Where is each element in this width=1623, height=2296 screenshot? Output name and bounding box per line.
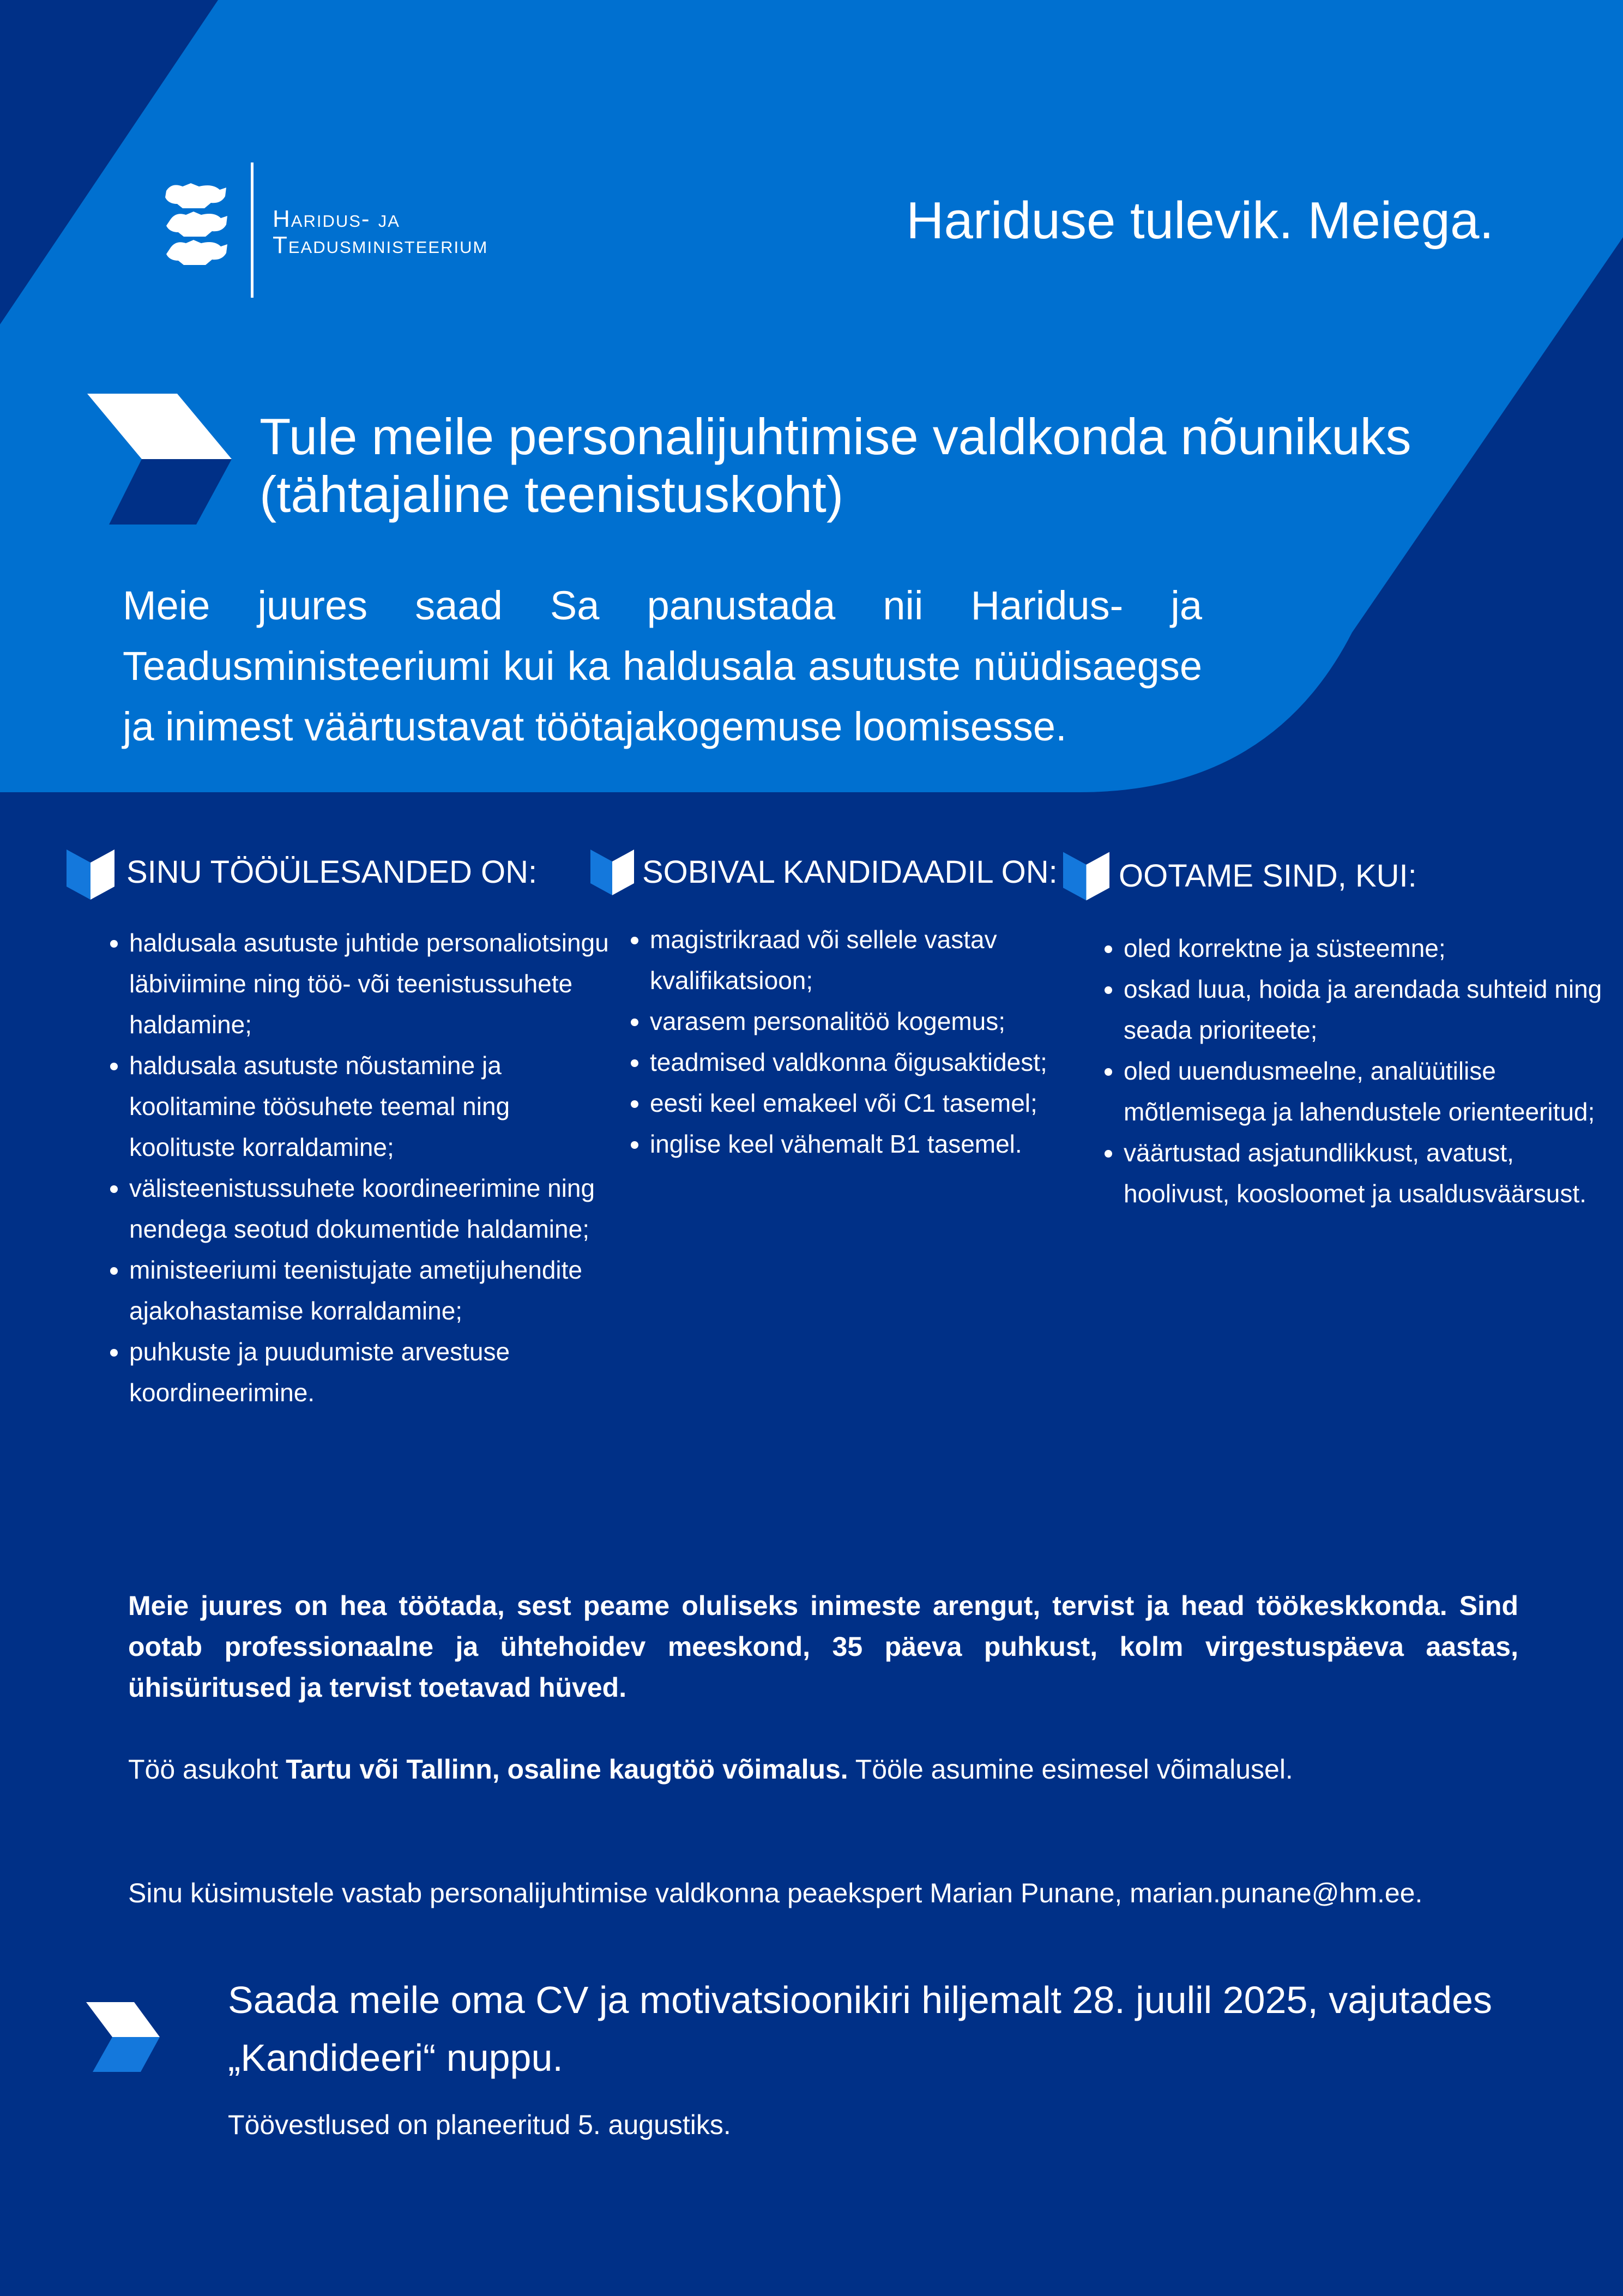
title-line-2: (tähtajaline teenistuskoht) xyxy=(260,466,844,523)
column-1-bookmark-icon xyxy=(67,849,114,900)
list-item: • puhkuste ja puudumiste arvestuse koordineerimine. xyxy=(129,1331,609,1413)
interview-note: Töövestlused on planeeritud 5. augustiks. xyxy=(228,2110,731,2140)
logo-separator xyxy=(251,162,254,298)
coat-of-arms-icon xyxy=(161,180,232,275)
location-paragraph xyxy=(128,1749,1518,1790)
column-2-heading: SOBIVAL KANDIDAADIL ON: xyxy=(642,854,1058,890)
list-item: • haldusala asutuste juhtide personaliotsingu läbiviimine ning töö- või teenistussuhete haldamine; xyxy=(129,923,609,1045)
column-1-list xyxy=(99,923,609,1413)
cta-line-2: „Kandideeri“ nuppu. xyxy=(228,2036,563,2079)
list-item: • teadmised valdkonna õigusaktidest; xyxy=(650,1042,1108,1083)
logo-line-2: Teadusministeerium xyxy=(273,232,488,258)
intro-paragraph: Meie juures saad Sa panustada nii Haridus- ja Teadusministeeriumi kui ka haldusala asutuste nüüdisaegse ja inimest väärtustavat töötajakogemuse loomisesse. xyxy=(123,583,1202,749)
list-item: • eesti keel emakeel või C1 tasemel; xyxy=(650,1083,1108,1124)
list-item: • väärtustad asjatundlikkust, avatust, hoolivust, koosloomet ja usaldusväärsust. xyxy=(1124,1132,1603,1214)
column-2-list xyxy=(620,919,1108,1165)
list-item: • välisteenistussuhete koordineerimine ning nendega seotud dokumentide haldamine; xyxy=(129,1168,609,1250)
benefits-paragraph: Meie juures on hea töötada, sest peame oluliseks inimeste arengut, tervist ja head töökeskkonda. Sind ootab professionaalne ja ühtehoidev meeskond, 35 päeva puhkust, kolm virgestuspäeva aastas, ühisüritused ja tervist toetavad hüved. xyxy=(128,1590,1518,1703)
cta-chevron-icon xyxy=(86,2002,160,2072)
column-3-list xyxy=(1094,928,1603,1214)
list-item: • haldusala asutuste nõustamine ja koolitamine töösuhete teemal ning koolituste korraldamine; xyxy=(129,1045,609,1168)
page-title xyxy=(260,408,1486,523)
list-item: • inglise keel vähemalt B1 tasemel. xyxy=(650,1124,1108,1165)
logo-line-1: Haridus- ja xyxy=(273,206,400,232)
contact-paragraph: Sinu küsimustele vastab personalijuhtimise valdkonna peaekspert Marian Punane, marian.punane@hm.ee. xyxy=(128,1878,1423,1908)
list-item: • oskad luua, hoida ja arendada suhteid ning seada prioriteete; xyxy=(1124,969,1603,1051)
cta-text xyxy=(228,1971,1515,2087)
list-item: • oled uuendusmeelne, analüütilise mõtlemisega ja lahendustele orienteeritud; xyxy=(1124,1051,1603,1132)
list-item: • varasem personalitöö kogemus; xyxy=(650,1001,1108,1042)
title-line-1: Tule meile personalijuhtimise valdkonda nõunikuks xyxy=(260,408,1411,465)
location-bold: Tartu või Tallinn, osaline kaugtöö võimalus. xyxy=(286,1754,848,1785)
column-3-heading: OOTAME SIND, KUI: xyxy=(1119,858,1417,894)
column-1-heading: SINU TÖÖÜLESANDED ON: xyxy=(126,854,538,890)
tagline: Hariduse tulevik. Meiega. xyxy=(906,191,1494,250)
list-item: • oled korrektne ja süsteemne; xyxy=(1124,928,1603,969)
location-prefix: Töö asukoht xyxy=(128,1754,286,1785)
column-3-bookmark-icon xyxy=(1063,852,1109,901)
title-chevron-icon xyxy=(87,394,232,525)
location-suffix: Tööle asumine esimesel võimalusel. xyxy=(848,1754,1293,1785)
list-item: • ministeeriumi teenistujate ametijuhendite ajakohastamise korraldamine; xyxy=(129,1250,609,1331)
list-item: • magistrikraad või sellele vastav kvalifikatsioon; xyxy=(650,919,1108,1001)
cta-line-1: Saada meile oma CV ja motivatsioonikiri hiljemalt 28. juulil 2025, vajutades xyxy=(228,1979,1492,2021)
ministry-logo-text xyxy=(273,206,488,258)
column-2-bookmark-icon xyxy=(590,849,634,895)
